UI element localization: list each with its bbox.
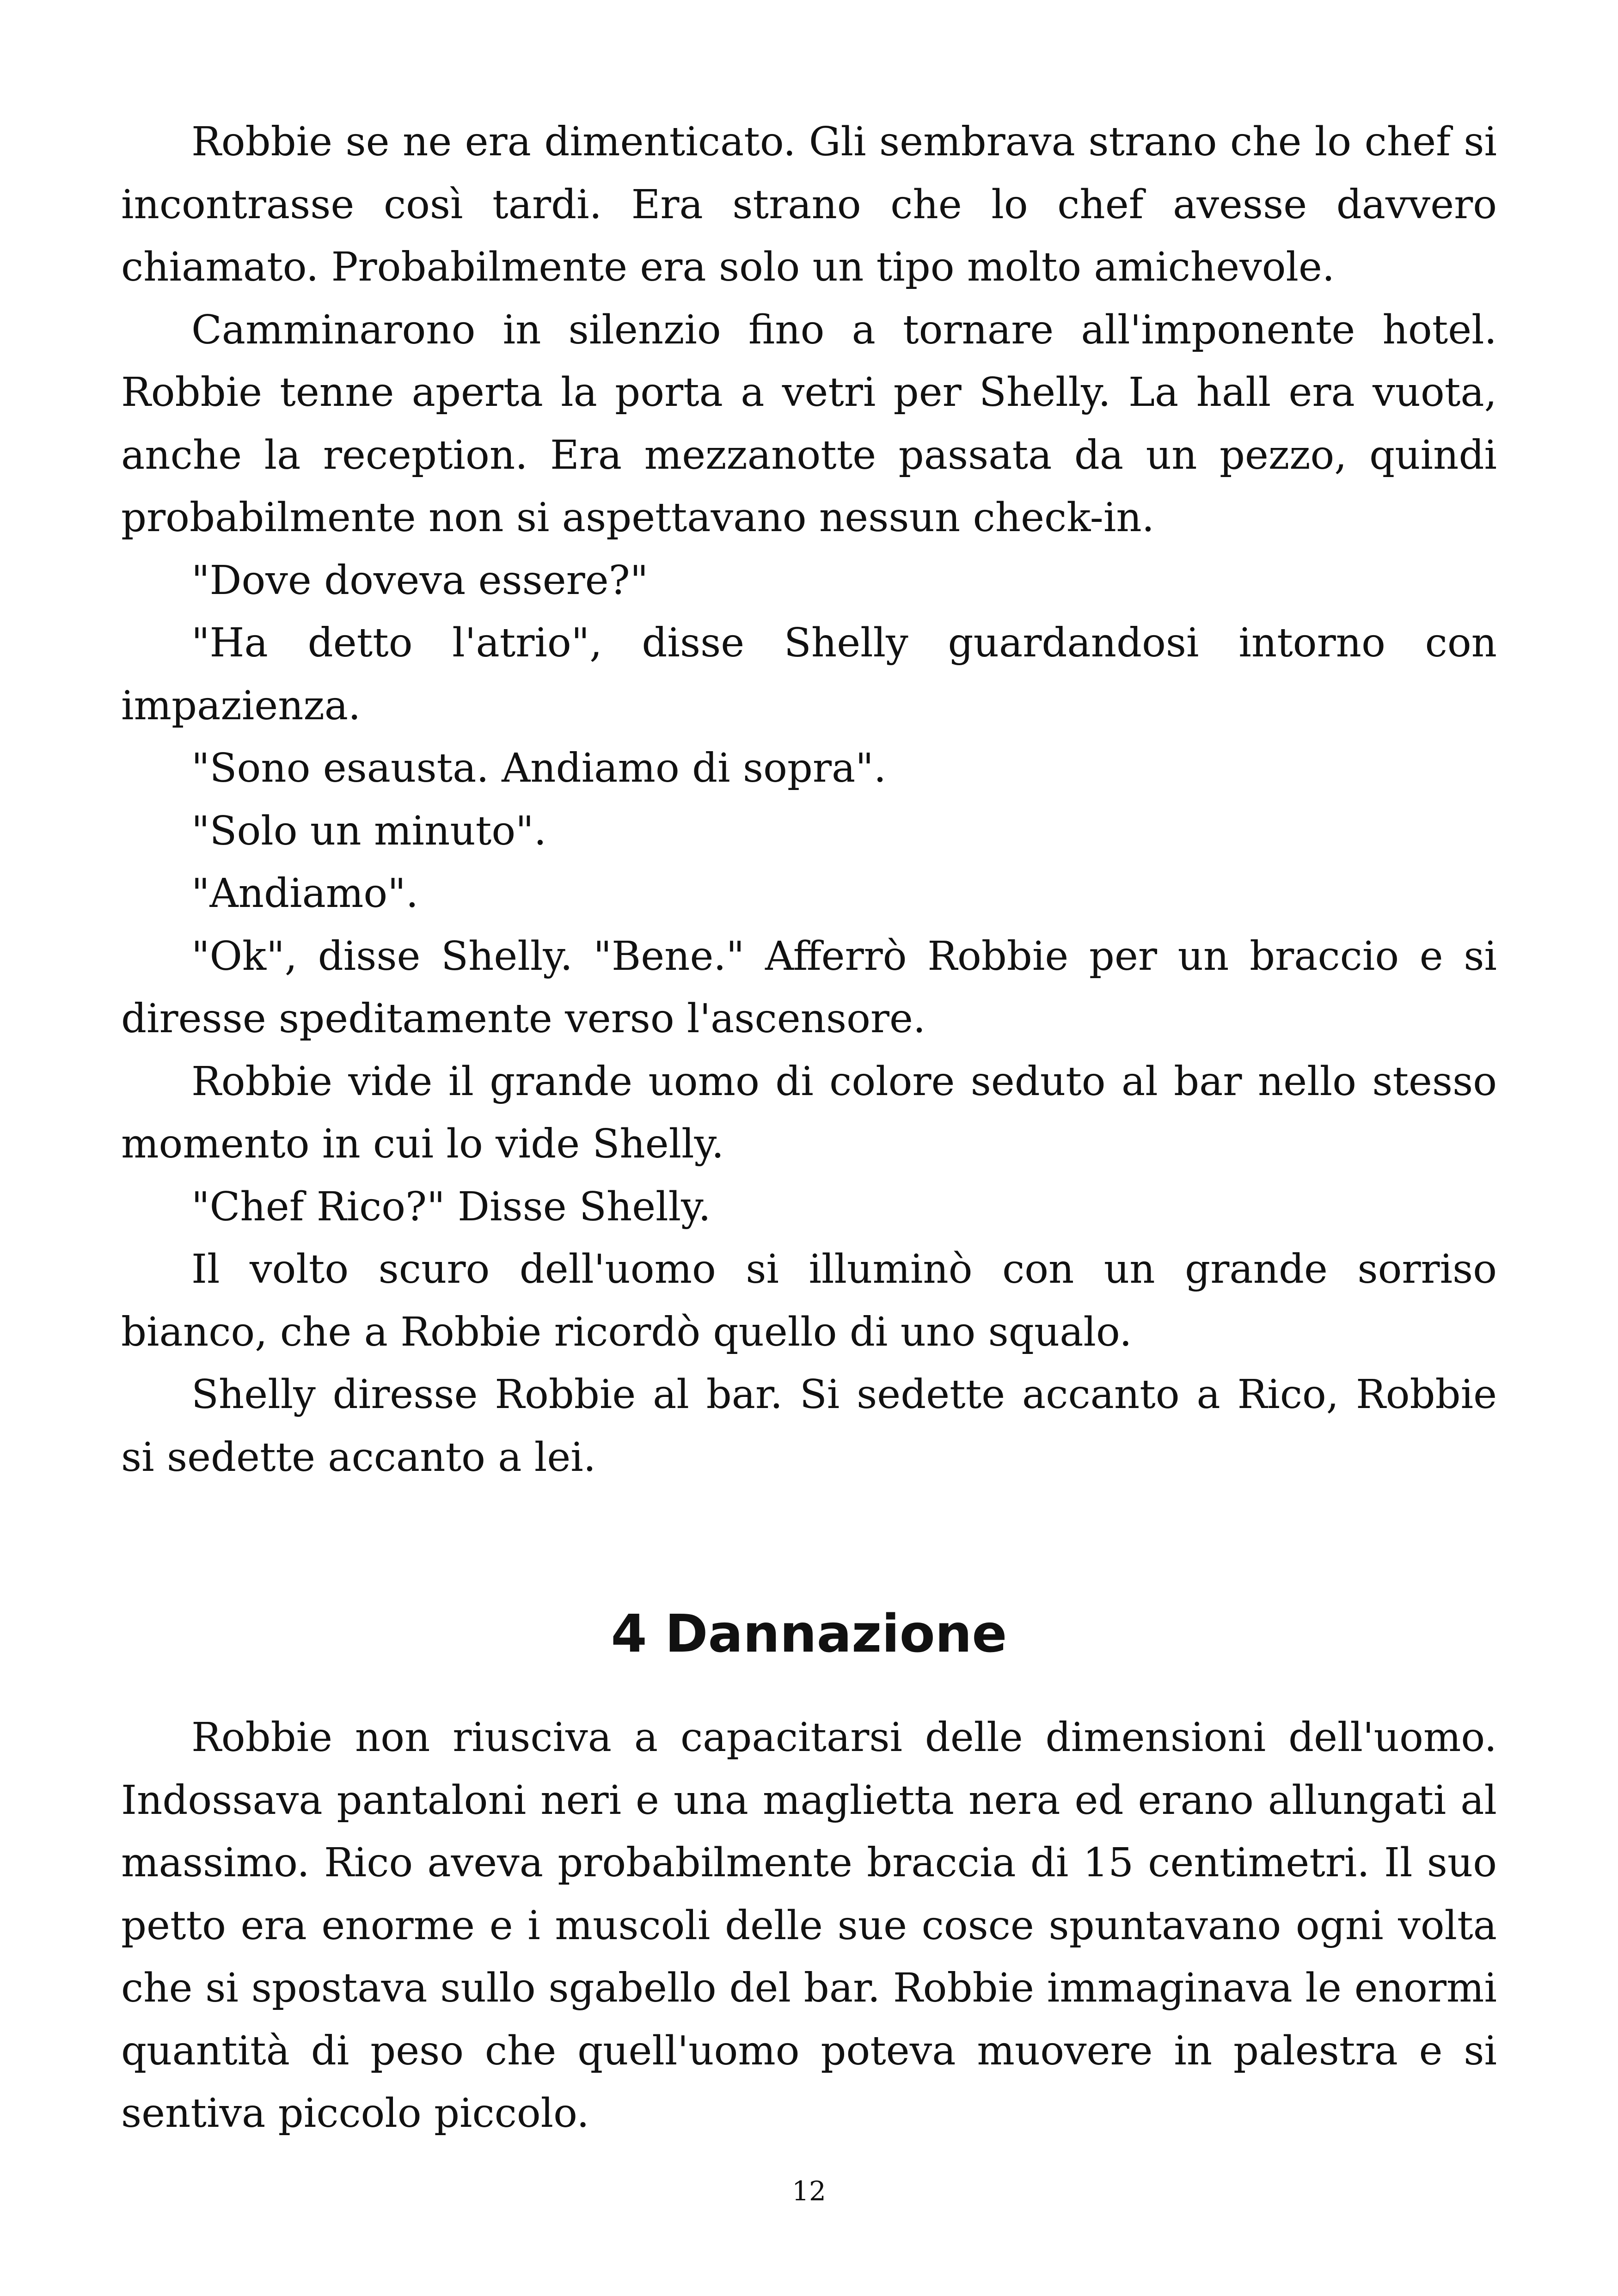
paragraph: "Sono esausta. Andiamo di sopra". xyxy=(191,745,887,791)
page-number: 12 xyxy=(792,2175,826,2207)
paragraph: "Andiamo". xyxy=(191,870,419,917)
paragraph: Robbie non riusciva a capacitarsi delle dimensioni dell'uomo. Indossava pantaloni neri e una maglietta nera ed erano allungati al massimo. Rico aveva probabilmente braccia di 15 centimetri. Il suo petto era enorme e i muscoli delle sue cosce spuntavano ogni volta che si spostava sullo sgabello del bar. Robbie immaginava le enormi quantità di peso che quell'uomo poteva muovere in palestra e si sentiva piccolo piccolo. xyxy=(121,1714,1497,2137)
paragraph: Il volto scuro dell'uomo si illuminò con un grande sorriso bianco, che a Robbie ricordò quello di uno squalo. xyxy=(121,1246,1497,1355)
chapter-title: 4 Dannazione xyxy=(611,1604,1007,1664)
paragraph: Shelly diresse Robbie al bar. Si sedette accanto a Rico, Robbie si sedette accanto a lei. xyxy=(121,1371,1497,1481)
paragraph: "Solo un minuto". xyxy=(191,808,547,854)
paragraph: "Chef Rico?" Disse Shelly. xyxy=(191,1183,711,1230)
paragraph: Robbie se ne era dimenticato. Gli sembrava strano che lo chef si incontrasse così tardi. Era strano che lo chef avesse davvero chiamato. Probabilmente era solo un tipo molto amichevole. xyxy=(121,119,1497,290)
paragraph: Robbie vide il grande uomo di colore seduto al bar nello stesso momento in cui lo vide Shelly. xyxy=(121,1058,1497,1167)
paragraph: "Dove doveva essere?" xyxy=(191,557,649,604)
paragraph: "Ok", disse Shelly. "Bene." Afferrò Robbie per un braccio e si diresse speditamente verso l'ascensore. xyxy=(121,933,1497,1042)
paragraph: Camminarono in silenzio fino a tornare all'imponente hotel. Robbie tenne aperta la porta a vetri per Shelly. La hall era vuota, anche la reception. Era mezzanotte passata da un pezzo, quindi probabilmente non si aspettavano nessun check-in. xyxy=(121,306,1497,541)
text-block-before-chapter xyxy=(121,111,1497,1489)
paragraph: "Ha detto l'atrio", disse Shelly guardandosi intorno con impazienza. xyxy=(121,620,1497,729)
text-block-after-chapter xyxy=(121,1707,1497,2145)
